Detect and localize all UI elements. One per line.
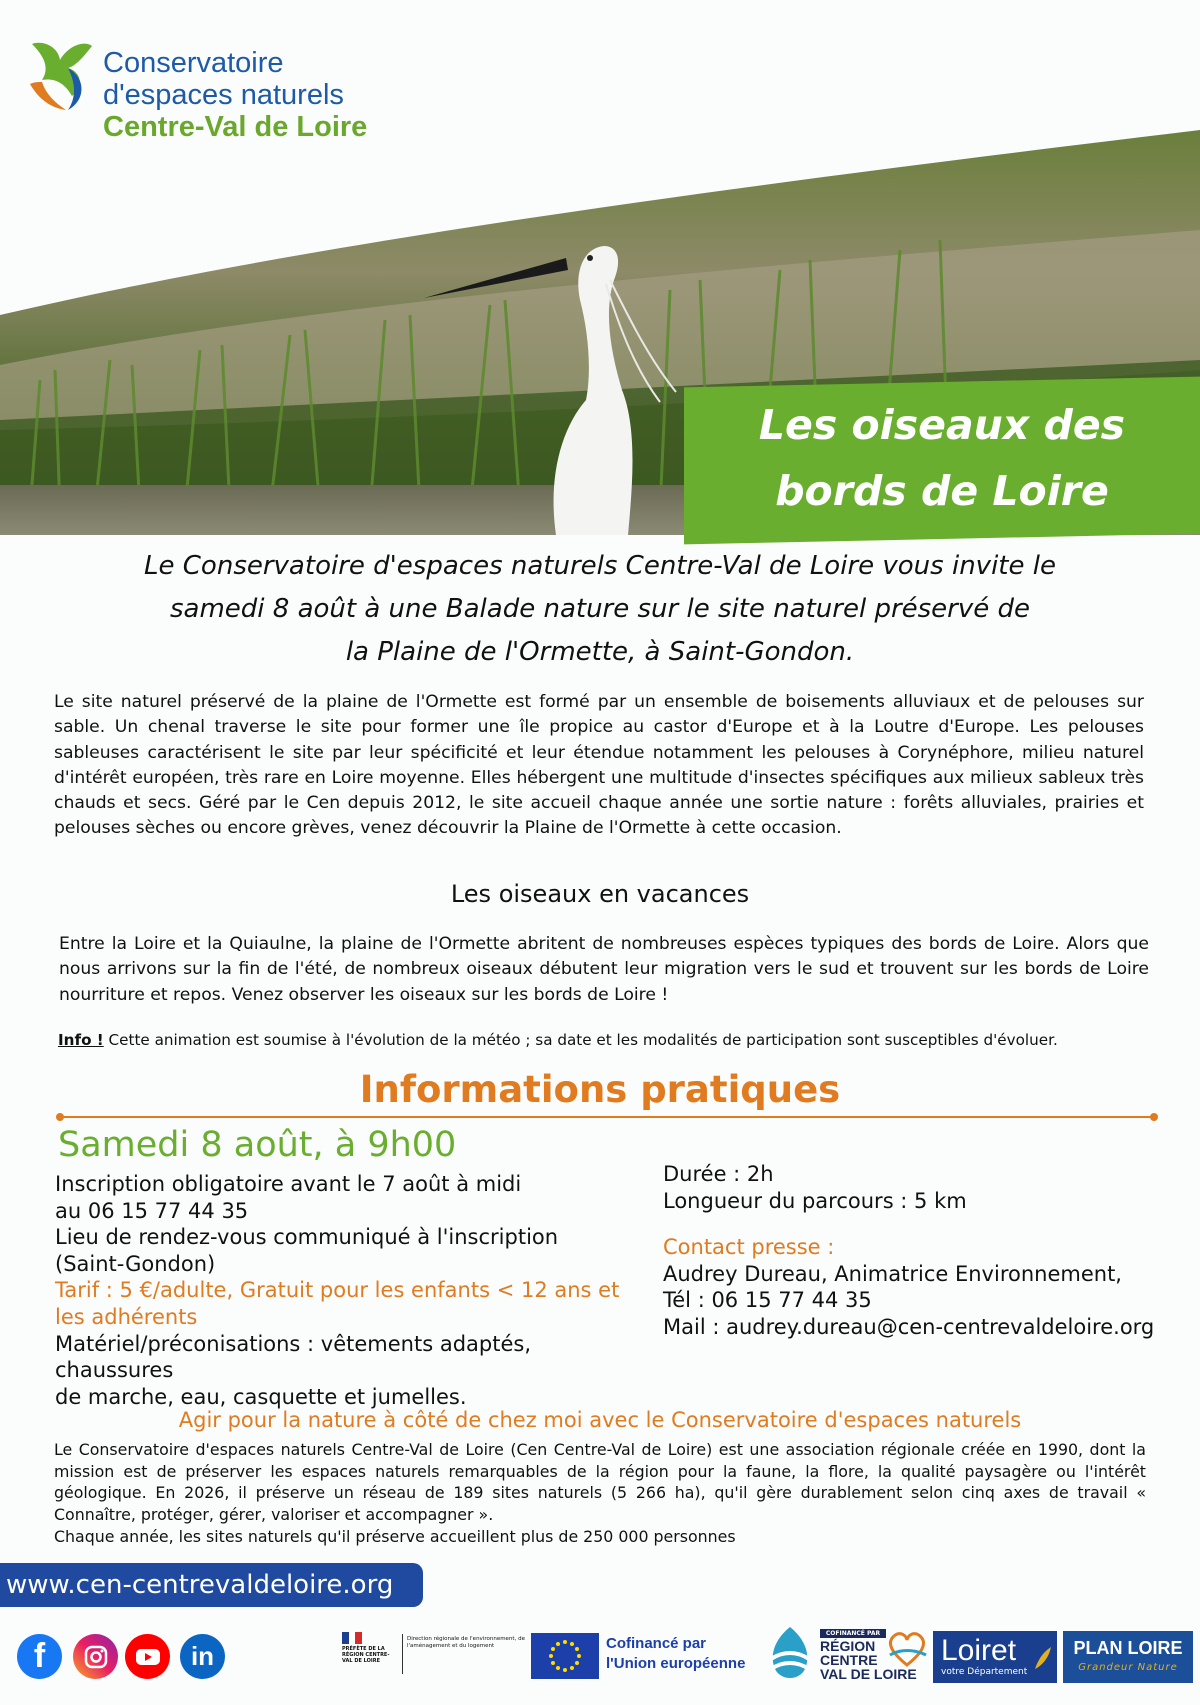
website-link[interactable]: www.cen-centrevaldeloire.org xyxy=(0,1563,423,1607)
region-line1: RÉGION xyxy=(820,1638,876,1654)
eu-flag-icon xyxy=(531,1633,599,1679)
cen-description-text: Le Conservatoire d'espaces naturels Centre-Val de Loire (Cen Centre-Val de Loire) est une association régionale créée en 1990, dont la mission est de préserver les espaces naturels remarquables de la région pour la faune, la flore, la qualité paysagère ou l'intérêt géologique. En 2026, il préserve un réseau de 189 sites naturels (5 266 ha), qu'il gère durablement selon cinq axes de travail « Connaître, protéger, gérer, valoriser et accompagner ». xyxy=(54,1440,1146,1525)
cen-description xyxy=(54,1439,1146,1548)
intro-text xyxy=(60,545,1140,674)
page-title-line1: Les oiseaux des xyxy=(758,401,1126,449)
site-description: Le site naturel préservé de la plaine de l'Ormette est formé par un ensemble de boisements alluviaux et de pelouses sur sable. Un chenal traverse le site pour former une île propice au castor d'Europe et à la Loutre d'Europe. Les pelouses sableuses caractérisent le site par leur spécificité et leur étendue notamment les pelouses à Corynéphore, milieu naturel d'intérêt européen, très rare en Loire moyenne. Elles hébergent une multitude d'insectes spécifiques aux milieux sableux très chauds et secs. Géré par le Cen depuis 2012, le site accueil chaque année une sortie nature : forêts alluviales, prairies et pelouses sèches ou encore grèves, venez découvrir la Plaine de l'Ormette à cette occasion. xyxy=(54,692,1144,839)
logo-text-line3: Centre-Val de Loire xyxy=(103,111,368,143)
dreal-text: Direction régionale de l'environnement, de l'aménagement et du logement xyxy=(407,1636,525,1649)
contact-name: Audrey Dureau, Animatrice Environnement, xyxy=(663,1261,1122,1286)
cen-visitors-text: Chaque année, les sites naturels qu'il préserve accueillent plus de 250 000 personnes xyxy=(54,1526,736,1546)
region-centre-logo xyxy=(820,1629,930,1683)
contact-tel: Tél : 06 15 77 44 35 xyxy=(663,1288,872,1313)
prefet-title: PRÉFÈTE DE LA RÉGION CENTRE-VAL DE LOIRE xyxy=(342,1646,390,1664)
section-subtitle: Les oiseaux en vacances xyxy=(450,880,750,908)
intro-line1: Le Conservatoire d'espaces naturels Centre-Val de Loire vous invite le xyxy=(144,551,1056,581)
loiret-leaf-icon xyxy=(1033,1645,1053,1671)
region-line2: CENTRE xyxy=(820,1652,878,1668)
materiel-line1: Matériel/préconisations : vêtements adaptés, chaussures xyxy=(55,1331,532,1383)
page-title-line2: bords de Loire xyxy=(775,467,1109,515)
practical-info-title: Informations pratiques xyxy=(359,1068,841,1111)
eu-line2: l'Union européenne xyxy=(606,1655,746,1672)
plan-loire-sub: Grandeur Nature xyxy=(1078,1662,1178,1673)
inscription-line2: au 06 15 77 44 35 xyxy=(55,1198,249,1223)
linkedin-icon[interactable]: in xyxy=(180,1634,225,1679)
longueur: Longueur du parcours : 5 km xyxy=(663,1188,967,1213)
intro-line3: la Plaine de l'Ormette, à Saint-Gondon. xyxy=(345,637,855,667)
loiret-sub: votre Département xyxy=(941,1667,1028,1677)
prefet-region-logo xyxy=(340,1630,525,1685)
divider-dot-right xyxy=(1150,1113,1158,1121)
plan-loire-logo xyxy=(1063,1631,1193,1683)
info-label: Info ! xyxy=(58,1031,104,1049)
practical-left-column xyxy=(55,1171,645,1410)
instagram-icon[interactable] xyxy=(73,1634,118,1679)
intro-line2: samedi 8 août à une Balade nature sur le site naturel préservé de xyxy=(169,594,1031,624)
tarif-line2: les adhérents xyxy=(55,1304,198,1329)
birds-description: Entre la Loire et la Quiaulne, la plaine de l'Ormette abritent de nombreuses espèces typiques des bords de Loire. Alors que nous arrivons sur la fin de l'été, de nombreux oiseaux débutent leur migration vers le sud et trouvent sur les bords de Loire nourriture et repos. Venez observer les oiseaux sur les bords de Loire ! xyxy=(59,934,1149,1005)
logo-text-line1: Conservatoire xyxy=(103,47,284,79)
agence-eau-logo-icon xyxy=(765,1625,815,1683)
cen-logo-icon xyxy=(28,38,94,112)
agir-title: Agir pour la nature à côté de chez moi avec le Conservatoire d'espaces naturels xyxy=(178,1408,1022,1432)
youtube-icon[interactable] xyxy=(125,1634,170,1679)
event-date: Samedi 8 août, à 9h00 xyxy=(58,1125,457,1165)
contact-label: Contact presse : xyxy=(663,1235,835,1260)
region-cofinance-label: COFINANCÉ PAR xyxy=(820,1629,886,1638)
tarif-line1: Tarif : 5 €/adulte, Gratuit pour les enfants < 12 ans et xyxy=(55,1278,620,1303)
inscription-line1: Inscription obligatoire avant le 7 août à midi xyxy=(55,1172,522,1196)
region-line3: VAL DE LOIRE xyxy=(820,1666,917,1682)
page-title xyxy=(684,392,1200,524)
duree: Durée : 2h xyxy=(663,1162,774,1186)
lieu-line2: (Saint-Gondon) xyxy=(55,1251,216,1276)
practical-right-column xyxy=(663,1161,1183,1341)
facebook-icon[interactable]: f xyxy=(17,1634,62,1679)
info-note xyxy=(58,1031,1178,1049)
info-text: Cette animation est soumise à l'évolution de la météo ; sa date et les modalités de participation sont susceptibles d'évoluer. xyxy=(108,1031,1058,1049)
section-divider xyxy=(60,1116,1154,1118)
divider-dot-left xyxy=(56,1113,64,1121)
contact-mail: Mail : audrey.dureau@cen-centrevaldeloire.org xyxy=(663,1314,1155,1339)
plan-loire-title: PLAN LOIRE xyxy=(1073,1638,1183,1658)
eu-line1: Cofinancé par xyxy=(606,1635,707,1652)
loiret-logo xyxy=(933,1631,1057,1683)
eu-cofinance-text xyxy=(606,1634,745,1674)
lieu-line1: Lieu de rendez-vous communiqué à l'inscription xyxy=(55,1225,559,1250)
logo-text-line2: d'espaces naturels xyxy=(103,79,344,111)
loiret-name: Loiret xyxy=(941,1634,1017,1667)
region-heart-icon xyxy=(886,1631,928,1667)
materiel-line2: de marche, eau, casquette et jumelles. xyxy=(55,1384,467,1409)
